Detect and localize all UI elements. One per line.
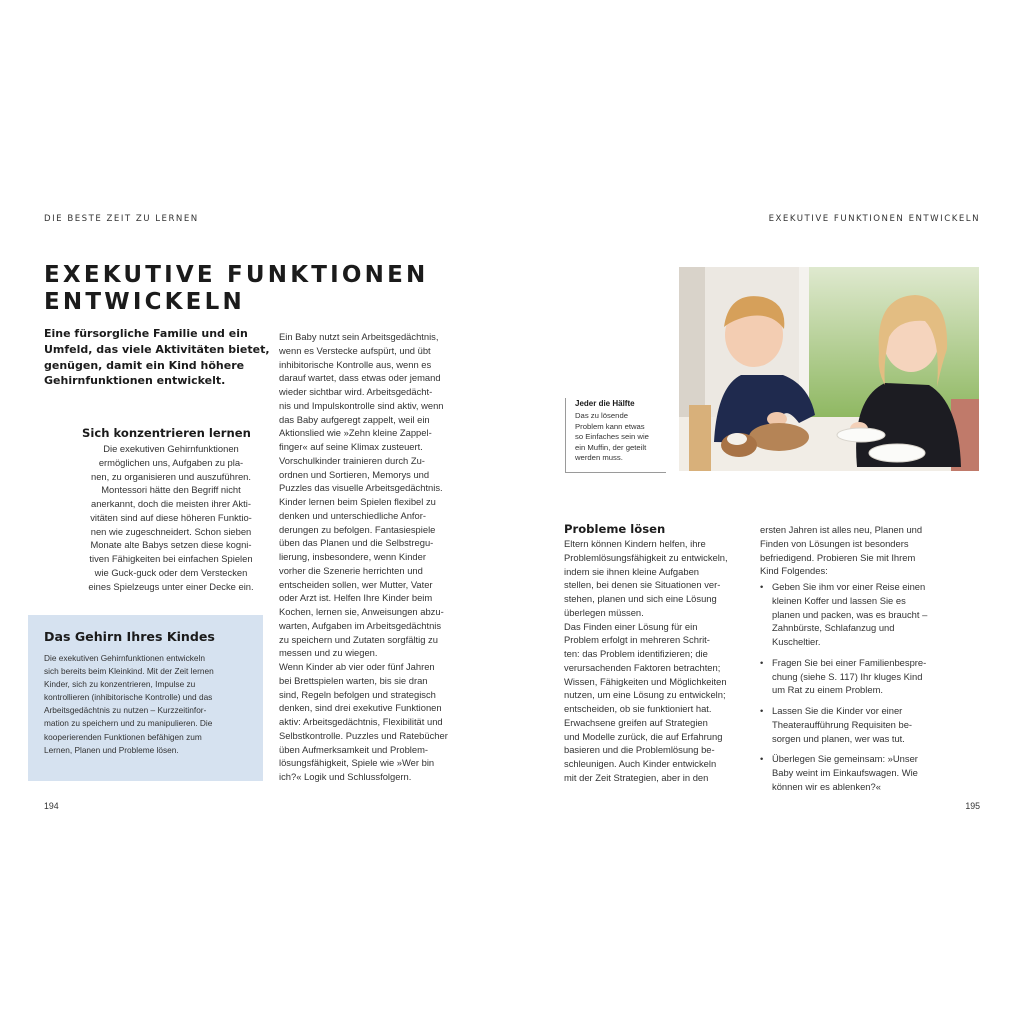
text-line: finger« auf seine Klimax zusteuert. (279, 441, 423, 452)
text-line: Theateraufführung Requisiten be- (772, 718, 913, 730)
text-line: nutzen, um eine Lösung zu entwickeln; (564, 689, 726, 701)
info-box (28, 615, 263, 781)
text-line: Finden von Lösungen ist besonders (760, 537, 909, 549)
text-line: Die exekutiven Gehirnfunktionen (103, 443, 239, 454)
text-line: ersten Jahren ist alles neu, Planen und (760, 524, 923, 535)
text-line: Problem erfolgt in mehreren Schrit- (564, 634, 710, 646)
text-line: denken, sind drei exekutive Funktionen (279, 702, 442, 714)
text-line: nen, zu organisieren und auszuführen. (90, 470, 251, 482)
text-line: wie Guck-guck oder dem Verstecken (94, 566, 248, 578)
caption-text (575, 411, 649, 464)
text-line: Zahnbürste, Schlafanzug und (772, 622, 895, 634)
text-line: Aktionslied wie »Zehn kleine Zappel- (279, 427, 432, 439)
list-item (760, 752, 982, 793)
text-line: Selbstkontrolle. Puzzles und Ratebücher (279, 729, 448, 741)
text-line: mit der Zeit Strategien, aber in den (564, 771, 709, 783)
text-line: inhibitorische Kontrolle aus, wenn es (279, 358, 432, 370)
text-line: Erwachsene greifen auf Strategien (564, 716, 708, 728)
intro-line: Umfeld, das viele Aktivitäten bietet, (44, 342, 270, 356)
text-line: darauf wartet, dass etwas oder jemand (279, 372, 441, 384)
section-problem-solving (564, 522, 728, 785)
text-line: stehen, planen und sich eine Lösung (564, 593, 717, 604)
text-line: kooperierenden Funktionen befähigen zum (44, 731, 202, 742)
photo-illustration (679, 267, 979, 471)
text-line: befriedigend. Probieren Sie mit Ihrem (760, 551, 916, 563)
text-line: Arbeitsgedächtnis zu nutzen – Kurzzeitinfor- (44, 705, 207, 716)
text-line: üben das Planen und die Selbstregu- (279, 537, 434, 549)
text-line: anerkannt, doch die meisten ihrer Akti- (91, 498, 251, 509)
page-title (44, 262, 444, 316)
text-line: so Einfaches sein wie (575, 432, 649, 442)
text-line: Kind Folgendes: (760, 565, 828, 577)
info-box-title: Das Gehirn Ihres Kindes (44, 629, 215, 644)
text-line: derungen zu befolgen. Fantasiespiele (279, 523, 436, 535)
text-line: Baby weint im Einkaufswagen. Wie (772, 767, 918, 778)
text-line: schleunigen. Auch Kinder entwickeln (564, 758, 717, 769)
text-line: Ein Baby nutzt sein Arbeitsgedächtnis, (279, 331, 439, 342)
body-column-4 (760, 523, 982, 801)
text-line: basieren und die Problemlösung be- (564, 744, 715, 756)
text-line: nis und Impulskontrolle sind aktiv, wenn (279, 399, 444, 411)
text-line: stellen, bei denen sie Situationen ver- (564, 579, 721, 591)
text-line: tiven Fähigkeiten bei einfachen Spielen (89, 553, 253, 564)
text-line: Kinder, sich zu konzentrieren, Impulse zu (44, 679, 196, 690)
text-line: üben Aufmerksamkeit und Problem- (279, 743, 429, 755)
page-number-right: 195 (965, 801, 980, 811)
text-line: Monate alte Babys setzen diese kogni- (90, 539, 252, 551)
page-number-left: 194 (44, 801, 59, 811)
text-line: lierung, insbesondere, wenn Kinder (279, 551, 426, 562)
section-concentration (82, 426, 260, 593)
text-line: indem sie ihnen kleine Aufgaben (564, 565, 699, 577)
text-line: Das Finden einer Lösung für ein (564, 620, 698, 632)
text-line: vitäten sind auf diese höheren Funktio- (90, 511, 252, 523)
section-heading: Probleme lösen (564, 522, 666, 536)
text-line: Puzzles das visuelle Arbeitsgedächtnis. (279, 482, 443, 494)
section-heading: Sich konzentrieren lernen (82, 426, 251, 440)
text-line: um Rat zu einem Problem. (772, 684, 883, 696)
section-text (564, 537, 728, 785)
text-line: Kinder lernen beim Spielen flexibel zu (279, 496, 436, 507)
list-item (760, 656, 982, 697)
text-line: • Fragen Sie bei einer Familienbespre- (772, 656, 927, 668)
children-photo (679, 267, 979, 471)
text-line: verursachenden Faktoren betrachten; (564, 661, 721, 673)
text-line: wenn es Verstecke aufspürt, und übt (279, 344, 431, 356)
section-text (82, 442, 260, 593)
text-line: oder Arzt ist. Helfen Ihre Kinder beim (279, 592, 433, 604)
list-item (760, 704, 982, 745)
text-line: warten, Aufgaben im Arbeitsgedächtnis (279, 619, 442, 631)
text-line: ein Muffin, der geteilt (575, 442, 647, 452)
text-line: können wir es ablenken?« (772, 780, 881, 792)
text-line: wieder sichtbar wird. Arbeitsgedächt- (279, 386, 433, 397)
text-line: ermöglichen uns, Aufgaben zu pla- (98, 456, 244, 468)
text-line: das Baby aufgeregt zappelt, weil ein (279, 413, 430, 425)
text-line: nen wie zugeschneidert. Schon sieben (90, 525, 252, 537)
text-line: und Modelle zurück, die auf Erfahrung (564, 730, 723, 742)
body-column-2 (279, 330, 448, 784)
column-text (760, 523, 982, 578)
text-line: entscheiden, ob sie funktioniert hat. (564, 703, 712, 714)
text-line: • Überlegen Sie gemeinsam: »Unser (772, 753, 918, 765)
text-line: Lernen, Planen und Probleme lösen. (44, 744, 179, 755)
text-line: Problemlösungsfähigkeit zu entwickeln, (564, 551, 728, 563)
text-line: ordnen und Sortieren, Memorys und (279, 468, 430, 480)
text-line: Die exekutiven Gehirnfunktionen entwickeln (44, 653, 205, 663)
text-line: vorher die Szenerie herrichten und (279, 564, 423, 576)
text-line: messen und zu wiegen. (279, 647, 378, 659)
text-line: kleinen Koffer und lassen Sie es (772, 594, 906, 606)
intro-line: Eine fürsorgliche Familie und ein (44, 327, 248, 340)
intro-line: genügen, damit ein Kind höhere (44, 358, 245, 372)
text-line: Problem kann etwas (575, 421, 645, 431)
running-head-right: EXEKUTIVE FUNKTIONEN ENTWICKELN (768, 214, 980, 224)
text-line: chung (siehe S. 117) Ihr kluges Kind (772, 670, 923, 682)
text-line: planen und packen, was es braucht – (772, 608, 928, 620)
text-line: bei Brettspielen warten, bis sie dran (279, 674, 428, 686)
list-item (760, 580, 982, 649)
text-line: ten: das Problem identifizieren; die (564, 648, 708, 659)
text-line: sind, Regeln befolgen und strategisch (279, 688, 436, 700)
running-head-left: DIE BESTE ZEIT ZU LERNEN (44, 214, 199, 224)
text-line: sorgen und planen, wer was tut. (772, 732, 905, 744)
caption-title: Jeder die Hälfte (575, 399, 635, 408)
text-line: werden muss. (575, 453, 623, 463)
text-line: aktiv: Arbeitsgedächtnis, Flexibilität und (279, 716, 443, 727)
text-line: Wissen, Fähigkeiten und Möglichkeiten (564, 675, 727, 687)
text-line: • Lassen Sie die Kinder vor einer (772, 705, 903, 716)
text-line: Das zu lösende (575, 411, 628, 420)
text-line: Vorschulkinder trainieren durch Zu- (279, 454, 425, 466)
tips-list (760, 580, 982, 794)
text-line: eines Spielzeugs unter einer Decke ein. (88, 580, 254, 592)
photo-caption (565, 398, 666, 473)
text-line: Kochen, lernen sie, Anweisungen abzu- (279, 606, 444, 617)
text-line: denken und unterschiedliche Anfor- (279, 509, 426, 521)
text-line: • Geben Sie ihm vor einer Reise einen (772, 581, 926, 592)
text-line: Montessori hätte den Begriff nicht (101, 484, 241, 496)
text-line: lösungsfähigkeit, Spiele wie »Wer bin (279, 757, 435, 769)
page-title-line: EXEKUTIVE FUNKTIONEN (44, 262, 429, 288)
page-title-line: ENTWICKELN (44, 289, 245, 315)
intro-line: Gehirnfunktionen entwickelt. (44, 374, 226, 388)
text-line: kontrollieren (inhibitorische Kontrolle) und das (44, 692, 213, 703)
text-line: mation zu speichern und zu manipulieren. Die (44, 718, 213, 729)
text-line: sich bereits beim Kleinkind. Mit der Zeit lernen (44, 666, 214, 677)
text-line: Kuscheltier. (772, 636, 821, 647)
text-line: zu speichern und Zutaten sorgfältig zu (279, 633, 438, 645)
info-box-text (44, 652, 214, 757)
text-line: entscheiden sollen, wer Mutter, Vater (279, 578, 433, 590)
text-line: ich?« Logik und Schlussfolgern. (279, 771, 412, 782)
text-line: Wenn Kinder ab vier oder fünf Jahren (279, 661, 435, 672)
text-line: Eltern können Kindern helfen, ihre (564, 538, 706, 549)
intro-paragraph (44, 326, 270, 389)
text-line: überlegen müssen. (564, 606, 644, 618)
